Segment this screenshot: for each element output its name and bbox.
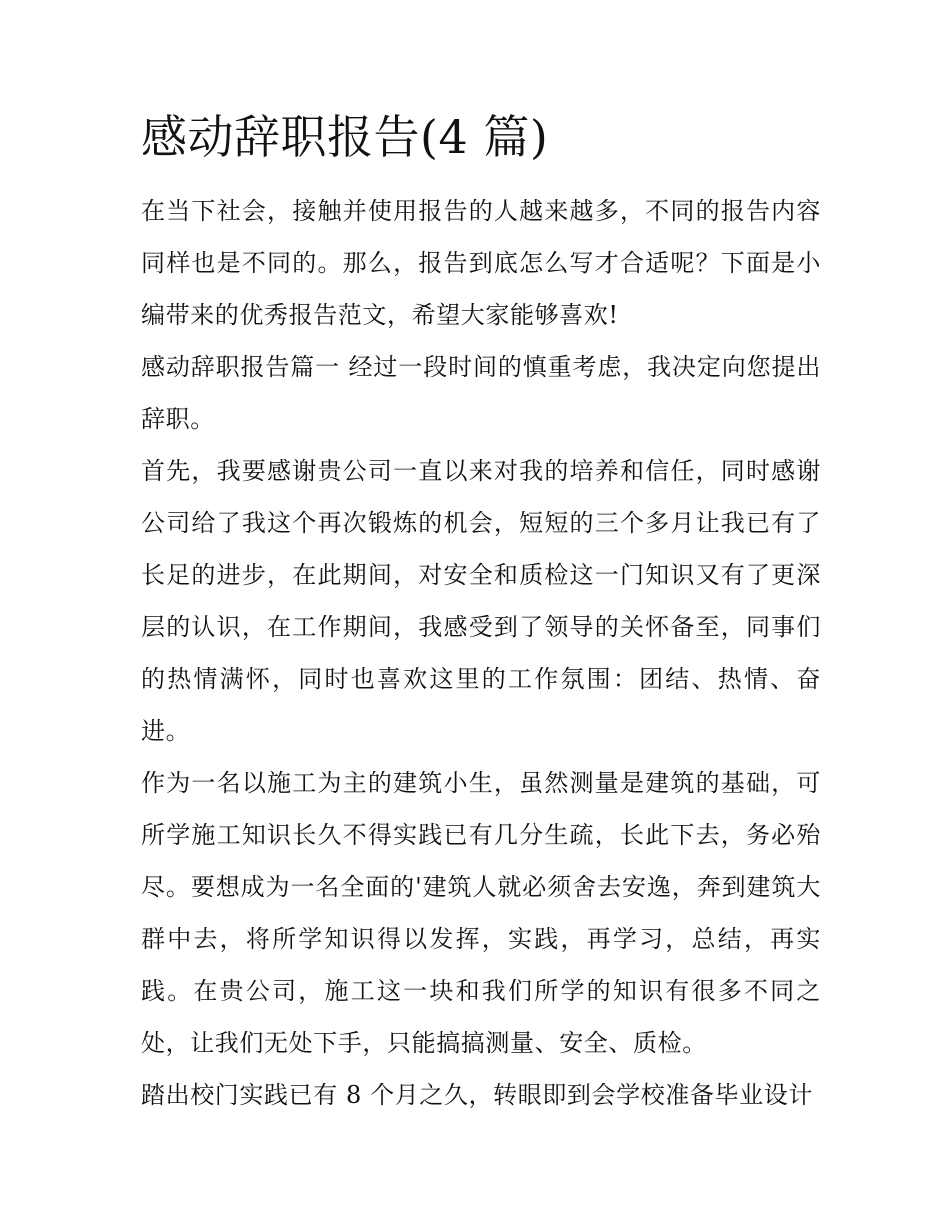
- document-title: 感动辞职报告(4 篇): [141, 110, 549, 164]
- document-page: [141, 110, 821, 1121]
- paragraph-gratitude: 首先，我要感谢贵公司一直以来对我的培养和信任，同时感谢公司给了我这个再次锻炼的机会，短短的三个多月让我已有了长足的进步，在此期间，对安全和质检这一门知识又有了更深层的认识，在工作期间，我感受到了领导的关怀备至，同事们的热情满怀，同时也喜欢这里的工作氛围：团结、热情、奋进。: [141, 457, 821, 746]
- paragraph-reason: 作为一名以施工为主的建筑小生，虽然测量是建筑的基础，可所学施工知识长久不得实践已有几分生疏，长此下去，务必殆尽。要想成为一名全面的'建筑人就必须舍去安逸，奔到建筑大群中去，将所学知识得以发挥，实践，再学习，总结，再实践。在贵公司，施工这一块和我们所学的知识有很多不同之处，让我们无处下手，只能搞搞测量、安全、质检。: [141, 769, 821, 1058]
- paragraph-section-one-opening: 感动辞职报告篇一 经过一段时间的慎重考虑，我决定向您提出辞职。: [141, 353, 821, 434]
- paragraph-intro: 在当下社会，接触并使用报告的人越来越多，不同的报告内容同样也是不同的。那么，报告到底怎么写才合适呢？下面是小编带来的优秀报告范文，希望大家能够喜欢!: [141, 197, 821, 330]
- document-body: [141, 185, 821, 1121]
- paragraph-graduation: 踏出校门实践已有 8 个月之久，转眼即到会学校准备毕业设计: [141, 1081, 813, 1110]
